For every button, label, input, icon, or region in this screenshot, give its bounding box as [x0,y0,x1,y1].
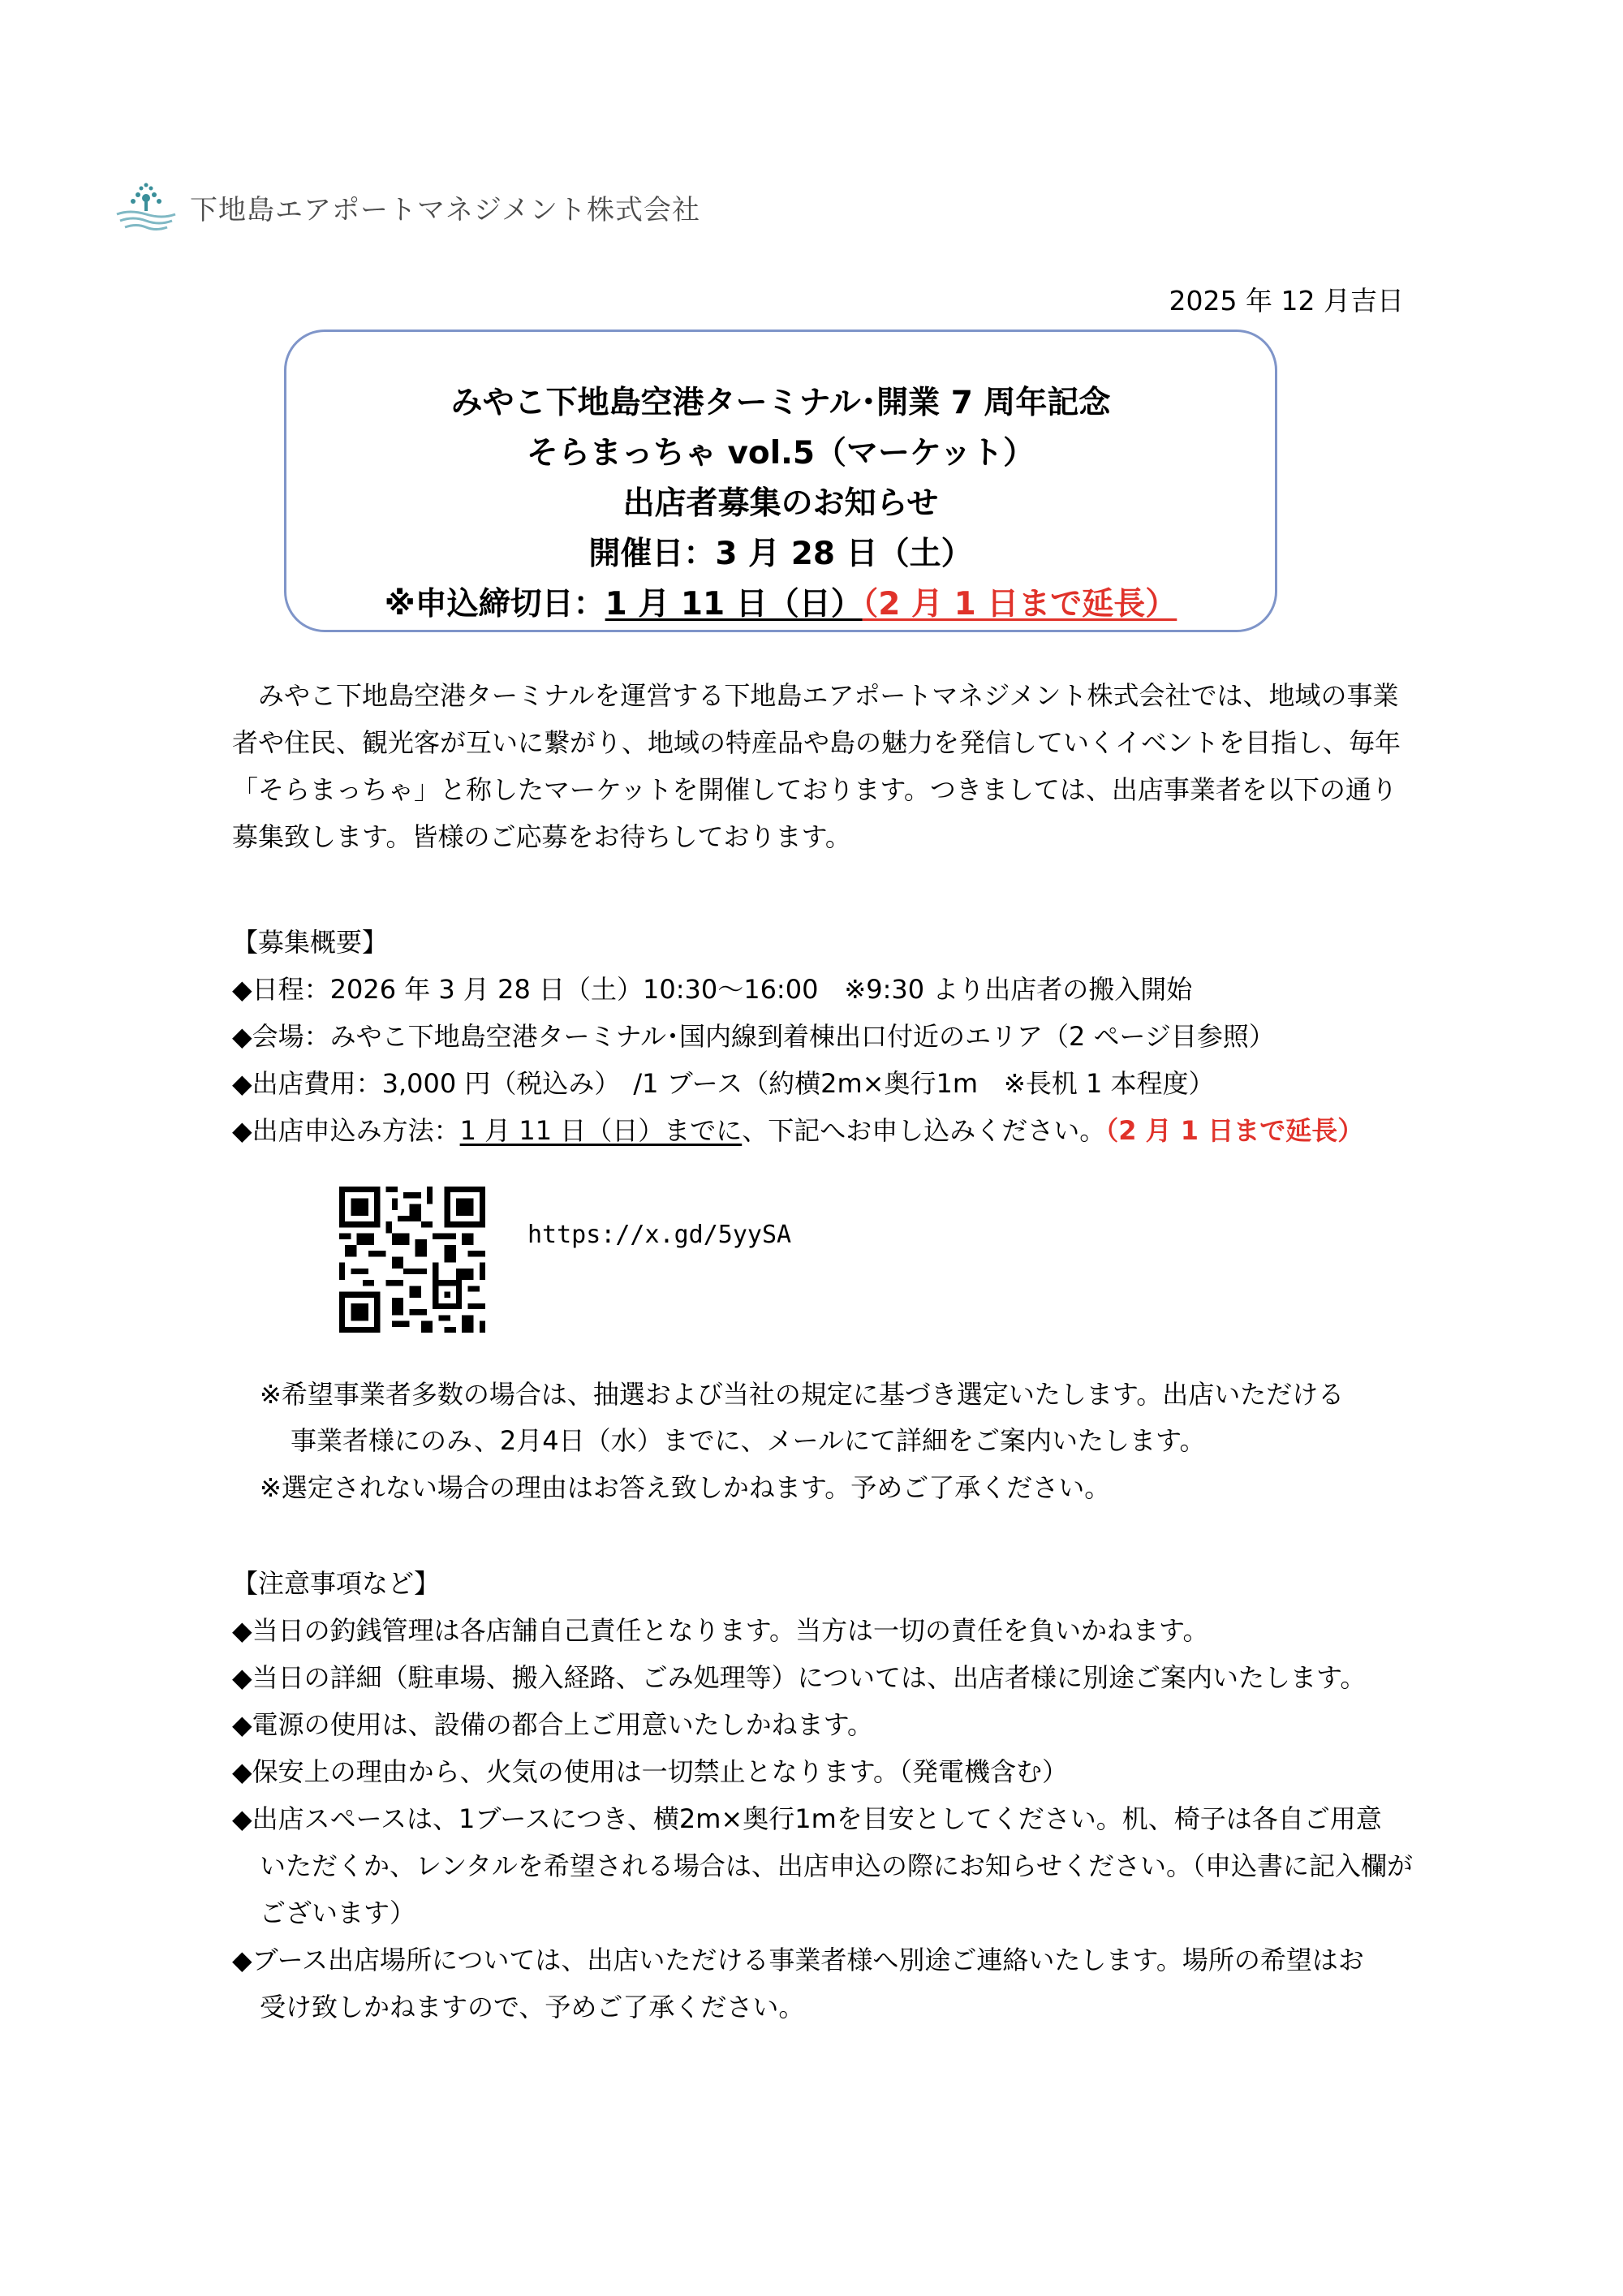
caution-item: ◆ブース出店場所については、出店いただける事業者様へ別途ご連絡いたします。場所の希望はお [232,1945,1364,1975]
caution-item: ◆当日の詳細（駐車場、搬入経路、ごみ処理等）については、出店者様に別途ご案内いたします。 [232,1662,1367,1693]
qr-code[interactable] [339,1187,485,1333]
title-line-3: 出店者募集のお知らせ [622,485,939,522]
caution-item: ◆保安上の理由から、火気の使用は一切禁止となります。（発電機含む） [232,1756,1069,1787]
apply-prefix: ◆出店申込み方法： [232,1115,460,1146]
issue-date: 2025 年 12 月吉日 [1169,285,1404,317]
cautions-heading: 【注意事項など】 [232,1568,441,1599]
note-line-1: ※希望事業者多数の場合は、抽選および当社の規定に基づき選定いたします。出店いただける [260,1379,1345,1410]
deadline-extension: （2 月 1 日まで延長） [862,586,1177,622]
note-line-3: ※選定されない場合の理由はお答え致しかねます。予めご了承ください。 [260,1472,1111,1503]
deadline-line [286,579,1275,624]
caution-item-continued: ございます） [260,1898,416,1928]
overview-venue: ◆会場：みやこ下地島空港ターミナル･国内線到着棟出口付近のエリア（2 ページ目参照） [232,1021,1275,1052]
caution-item: ◆出店スペースは、1ブースにつき、横2m×奥行1mを目安としてください。机、椅子は各自ご用意 [232,1803,1382,1834]
caution-item: ◆当日の釣銭管理は各店舗自己責任となります。当方は一切の責任を負いかねます。 [232,1615,1209,1646]
cautions-section [232,1560,1413,2031]
title-line-1: みやこ下地島空港ターミナル･開業 7 周年記念 [450,385,1111,421]
overview-apply [232,1107,1363,1154]
note-line-2: 事業者様にのみ、2月4日（水）までに、メールにて詳細をご案内いたします。 [291,1425,1206,1456]
overview-section [232,919,1363,1154]
caution-item: ◆電源の使用は、設備の都合上ご用意いたしかねます。 [232,1709,874,1740]
caution-item-continued: いただくか、レンタルを希望される場合は、出店申込の際にお知らせください。（申込書に記入欄が [260,1850,1413,1881]
overview-heading: 【募集概要】 [232,927,389,958]
overview-fee: ◆出店費用：3,000 円（税込み） /1 ブース（約横2m×奥行1m ※長机 1 本程度） [232,1068,1215,1099]
apply-suffix: 、下記へお申し込みください。 [742,1115,1106,1146]
company-name: 下地島エアポートマネジメント株式会社 [190,193,700,226]
deadline-prefix: ※申込締切日： [384,586,605,622]
company-logo [114,179,700,235]
application-url[interactable]: https://x.gd/5yySA [527,1221,792,1249]
deadline-date: 1 月 11 日（日） [605,586,863,622]
intro-text: みやこ下地島空港ターミナルを運営する下地島エアポートマネジメント株式会社では、地域の事業者や住民、観光客が互いに繋がり、地域の特産品や島の魅力を発信していくイベントを目指し、毎年「そらまっちゃ」と称したマーケットを開催しております。つきましては、出店事業者を以下の通り募集致します。皆様のご応募をお待ちしております。 [232,680,1401,852]
event-date-line: 開催日：3 月 28 日（土） [588,536,973,572]
overview-schedule: ◆日程：2026 年 3 月 28 日（土）10:30～16:00 ※9:30 より出店者の搬入開始 [232,974,1193,1005]
intro-paragraph [232,672,1409,860]
title-box [284,330,1277,632]
title-line-2: そらまっちゃ vol.5（マーケット） [526,435,1035,472]
logo-mark-icon [114,180,179,234]
apply-extension: （2 月 1 日まで延長） [1105,1115,1364,1146]
apply-date: 1 月 11 日（日）までに [459,1115,743,1146]
caution-item-continued: 受け致しかねますので、予めご了承ください。 [260,1992,805,2022]
